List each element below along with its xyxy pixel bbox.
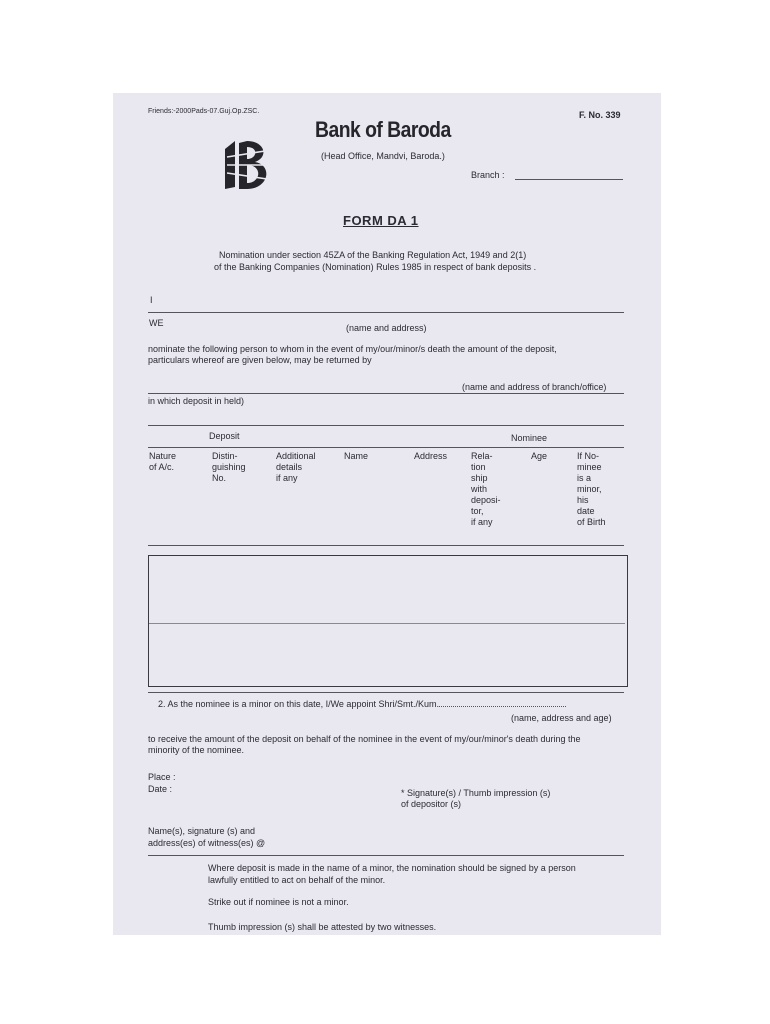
date-label: Date :	[148, 784, 173, 794]
i-label: I	[150, 295, 153, 305]
receive-line1: to receive the amount of the deposit on behalf of the nominee in the event of my/our/minor's death during the	[148, 734, 581, 744]
form-title: FORM DA 1	[343, 213, 419, 228]
nominate-line2: particulars whereof are given below, may be returned by	[148, 355, 372, 365]
i-line[interactable]	[148, 312, 624, 313]
note-1-line2: lawfully entitled to act on behalf of the minor.	[208, 875, 386, 885]
bank-of-baroda-logo-icon	[221, 139, 275, 191]
branch-address-line[interactable]	[148, 393, 624, 394]
name-address-hint: (name and address)	[346, 323, 427, 333]
branch-label: Branch :	[471, 170, 505, 180]
place-label: Place :	[148, 772, 176, 782]
witness-rule[interactable]	[148, 855, 624, 856]
guardian-hint: (name, address and age)	[511, 713, 612, 723]
deposit-group-header: Deposit	[209, 431, 240, 441]
subtitle-line1: Nomination under section 45ZA of the Banking Regulation Act, 1949 and 2(1)	[219, 250, 527, 260]
nominee-entry-box[interactable]	[148, 555, 628, 687]
col-distinguishing-no: Distin- guishing No.	[212, 451, 246, 483]
col-relationship: Rela- tion ship with deposi- tor, if any	[471, 451, 501, 527]
witness-line2: address(es) of witness(es) @	[148, 838, 266, 848]
table-bottom-rule	[148, 545, 624, 546]
deposit-held-label: in which deposit in held)	[148, 396, 245, 406]
guardian-name-field[interactable]	[439, 706, 566, 707]
we-label: WE	[149, 318, 164, 328]
nominate-line1: nominate the following person to whom in the event of my/our/minor/s death the amount of the deposit,	[148, 344, 557, 354]
branch-address-hint: (name and address of branch/office)	[462, 382, 607, 392]
note-1-line1: Where deposit is made in the name of a minor, the nomination should be signed by a person	[208, 863, 576, 873]
signature-line2: of depositor (s)	[401, 799, 462, 809]
col-additional-details: Additional details if any	[276, 451, 316, 483]
box-inner-line	[149, 623, 625, 624]
minor-guardian-line	[158, 699, 566, 710]
signature-line1: * Signature(s) / Thumb impression (s)	[401, 788, 551, 798]
table-top-rule	[148, 425, 624, 426]
col-minor-date-of-birth: If No- minee is a minor, his date of Birth	[577, 451, 606, 527]
col-name: Name	[344, 451, 369, 461]
table-group-rule	[148, 447, 624, 448]
head-office: (Head Office, Mandvi, Baroda.)	[321, 151, 445, 161]
nominee-group-header: Nominee	[511, 433, 548, 443]
subtitle-line2: of the Banking Companies (Nomination) Rules 1985 in respect of bank deposits .	[214, 262, 537, 272]
col-address: Address	[414, 451, 448, 461]
col-nature-of-account: Nature of A/c.	[149, 451, 177, 472]
witness-line1: Name(s), signature (s) and	[148, 826, 256, 836]
form-sheet	[113, 93, 661, 935]
branch-line[interactable]	[515, 179, 623, 180]
bank-name: Bank of Baroda	[315, 117, 451, 142]
col-age: Age	[531, 451, 548, 461]
note-3: Thumb impression (s) shall be attested by two witnesses.	[208, 922, 437, 932]
box-under-rule	[148, 692, 624, 693]
print-code: Friends:-2000Pads-07.Guj.Op.ZSC.	[148, 108, 260, 115]
form-number: F. No. 339	[579, 110, 621, 120]
receive-line2: minority of the nominee.	[148, 745, 245, 755]
minor-guardian-text: 2. As the nominee is a minor on this date, I/We appoint Shri/Smt./Kum.	[158, 699, 439, 709]
note-2: Strike out if nominee is not a minor.	[208, 897, 349, 907]
